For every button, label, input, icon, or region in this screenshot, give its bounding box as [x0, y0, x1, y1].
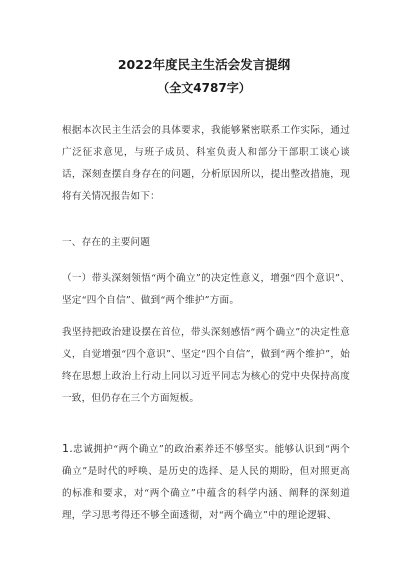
document-subtitle: （全文4787字）	[157, 81, 251, 95]
section-heading: 一、存在的主要问题	[62, 237, 151, 248]
body-paragraph: 我坚持把政治建设摆在首位，带头深刻感悟“两个确立”的决定性意义，自觉增强“四个意识”、坚定“四个自信”，做到“两个维护”，始终在思想上政治上行动上同以习近平同志为核心的党中央保持高度一致，但仍存在三个方面短板。	[62, 327, 350, 404]
document-title: 2022年度民主生活会发言提纲	[117, 57, 291, 72]
point-text: 忠诚拥护“两个确立”的政治素养还不够坚实。能够认识到“两个确立”是时代的呼唤、是历史的选择、是人民的期盼，但对照更高的标准和要求，对“两个确立”中蕴含的科学内涵、阐释的深刻道理，学习思考得还不够全面透彻，对“两个确立”中的理论逻辑、	[62, 444, 350, 521]
subsection-heading: （一）带头深刻领悟“两个确立”的决定性意义，增强“四个意识”、坚定“四个自信”、做到“两个维护”方面。	[62, 273, 350, 306]
point-paragraph	[62, 438, 350, 527]
intro-paragraph: 根据本次民主生活会的具体要求，我能够紧密联系工作实际，通过广泛征求意见，与班子成员、科室负责人和部分干部职工谈心谈话，深刻查摆自身存在的问题，分析原因所以，提出整改措施，现将有关情况报告如下：	[62, 125, 350, 202]
point-number: 1.	[62, 442, 73, 455]
